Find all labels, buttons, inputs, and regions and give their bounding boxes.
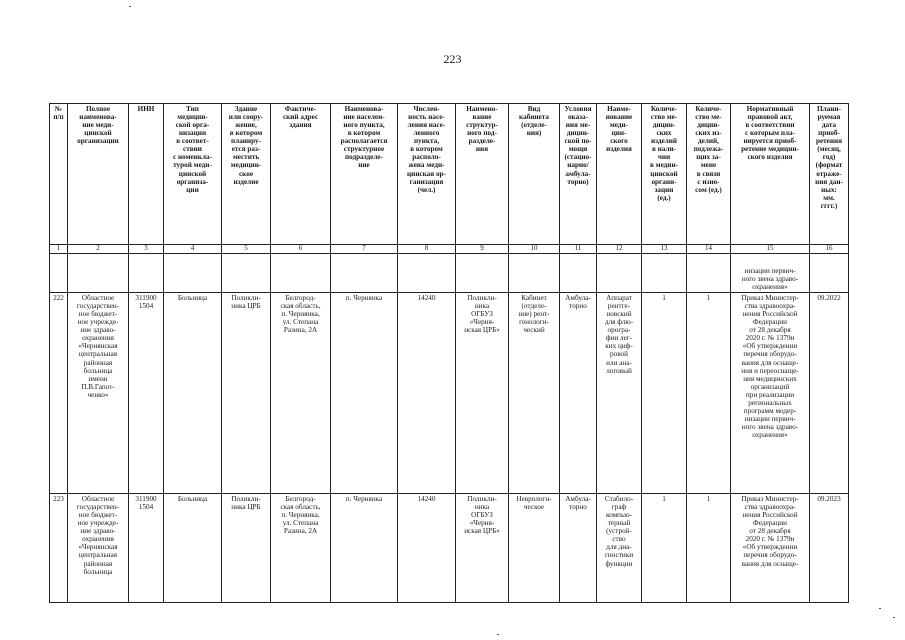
table-cell: 1 <box>687 494 731 603</box>
scan-speck <box>129 6 131 7</box>
column-number: 5 <box>222 245 271 254</box>
table-cell: 09.2023 <box>810 494 849 603</box>
column-number: 11 <box>560 245 597 254</box>
table-cell <box>50 254 68 293</box>
table-cell: Приказ Министер- ства здравоохра- нения Российской Федерации от 28 декабря 2020 г. № 1379н «Об утверждении перечня оборудо- вания для оснаще- <box>731 494 810 603</box>
column-number: 10 <box>509 245 560 254</box>
column-number: 16 <box>810 245 849 254</box>
table-cell <box>271 254 331 293</box>
table-row <box>50 293 849 494</box>
table-cell <box>222 254 271 293</box>
equipment-table <box>49 103 849 603</box>
table-cell: 223 <box>50 494 68 603</box>
table-cell <box>597 254 642 293</box>
table-cell: Стабило- граф компью- терный (устрой- ство для диа- гностики функции <box>597 494 642 603</box>
column-number: 1 <box>50 245 68 254</box>
continuation-row <box>50 254 849 293</box>
table-cell: 311900 1504 <box>129 494 164 603</box>
scan-speck <box>879 608 881 609</box>
table-cell <box>642 254 687 293</box>
col-header: Условия оказа- ния ме- дицин- ской по- мощи (стацио- нарно/ амбула- торно) <box>560 104 597 245</box>
scan-speck <box>497 634 499 635</box>
table-cell: Больница <box>164 293 222 494</box>
table-cell: Поликли- ника ОГБУЗ «Черня- нская ЦРБ» <box>456 293 509 494</box>
col-header: Нормативный правовой акт, в соответствии с которым пла- нируется приоб- ретение медицин- ского изделия <box>731 104 810 245</box>
col-header: Наиме- нование меди- цин- ского изделия <box>597 104 642 245</box>
table-cell <box>164 254 222 293</box>
table-cell: Амбула- торно <box>560 494 597 603</box>
column-number: 4 <box>164 245 222 254</box>
scan-speck <box>893 617 895 618</box>
col-header: Плани- руемая дата приоб- ретения (месяц, год) (формат отраже- ния дан- ных: мм. гггг.) <box>810 104 849 245</box>
table-cell: п. Чернянка <box>331 494 398 603</box>
column-number: 14 <box>687 245 731 254</box>
table-cell <box>509 254 560 293</box>
column-number: 9 <box>456 245 509 254</box>
col-header: Фактиче- ский адрес здания <box>271 104 331 245</box>
column-number: 8 <box>398 245 456 254</box>
col-header: ИНН <box>129 104 164 245</box>
table-row <box>50 494 849 603</box>
col-header: Тип медицин- ской орга- низации в соответ- ствии с номенкла- турой меди- цинской организа- ции <box>164 104 222 245</box>
table-cell <box>331 254 398 293</box>
table-cell: 222 <box>50 293 68 494</box>
col-header: Вид кабинета (отделе- ния) <box>509 104 560 245</box>
table-cell: 14240 <box>398 494 456 603</box>
table-cell: Больница <box>164 494 222 603</box>
header-row <box>50 104 849 245</box>
table-cell <box>810 254 849 293</box>
table-cell: Приказ Министер- ства здравоохра- нения Российской Федерации от 28 декабря 2020 г. № 1379н «Об утверждении перечня оборудо- вания для оснаще- ния и переоснаще- ния медицинских организаций при реализации региональных программ модер- низации первич- ного звена здраво- охранения» <box>731 293 810 494</box>
col-header: Наимено- вание структур- ного под- разделе- ния <box>456 104 509 245</box>
table-cell: Областное государствен- ное бюджет- ное учрежде- ние здраво- охранения «Чернянская центральная районная больница <box>68 494 129 603</box>
col-header: № п/п <box>50 104 68 245</box>
table-cell <box>687 254 731 293</box>
table-cell: Кабинет (отделе- ние) рент- генологи- ческий <box>509 293 560 494</box>
page-number: 223 <box>443 52 462 66</box>
table-cell: Поликли- ника ОГБУЗ «Черня- нская ЦРБ» <box>456 494 509 603</box>
table-cell <box>560 254 597 293</box>
table-cell: Поликли- ника ЦРБ <box>222 293 271 494</box>
table-cell: Амбула- торно <box>560 293 597 494</box>
table-cell: низации первич- ного звена здраво- охранения» <box>731 254 810 293</box>
table-cell: Неврологи- ческое <box>509 494 560 603</box>
table-cell: п. Чернянка <box>331 293 398 494</box>
table-cell: 1 <box>642 494 687 603</box>
column-number: 13 <box>642 245 687 254</box>
column-number: 7 <box>331 245 398 254</box>
table-cell: Аппарат рентге- новский для флю- орогра- фии лег- ких циф- ровой или ана- логовый <box>597 293 642 494</box>
table-cell <box>398 254 456 293</box>
table-cell <box>456 254 509 293</box>
column-number: 12 <box>597 245 642 254</box>
table-cell: Белгород- ская область, п. Чернянка, ул. Степана Разина, 2А <box>271 293 331 494</box>
table-cell: Белгород- ская область, п. Чернянка, ул. Степана Разина, 2А <box>271 494 331 603</box>
col-header: Здание или соору- жение, в котором планиру- ется раз- местить медицин- ское изделие <box>222 104 271 245</box>
col-header: Количе- ство ме- дицин- ских из- делий, подлежа- щих за- мене в связи с изно- сом (ед.) <box>687 104 731 245</box>
table-cell: Областное государствен- ное бюджет- ное учрежде- ние здраво- охранения «Чернянская центральная районная больница имени П.В.Гапот- ченко» <box>68 293 129 494</box>
table-cell: 311900 1504 <box>129 293 164 494</box>
table-cell: 09.2022 <box>810 293 849 494</box>
col-header: Полное наименова- ние меди- цинской организации <box>68 104 129 245</box>
column-number: 2 <box>68 245 129 254</box>
column-number-row <box>50 245 849 254</box>
table-cell <box>129 254 164 293</box>
col-header: Числен- ность насе- ления насе- ленного пункта, в котором располо- жена меди- цинская ор- ганизация (чел.) <box>398 104 456 245</box>
table-cell: 14240 <box>398 293 456 494</box>
table-cell <box>68 254 129 293</box>
col-header: Количе- ство ме- дицин- ских изделий в нали- чии в медин- цинской органи- зации (ед.) <box>642 104 687 245</box>
table-cell: 1 <box>642 293 687 494</box>
table-cell: Поликли- ника ЦРБ <box>222 494 271 603</box>
column-number: 3 <box>129 245 164 254</box>
column-number: 6 <box>271 245 331 254</box>
table-cell: 1 <box>687 293 731 494</box>
col-header: Наименова- ние населен- ного пункта, в котором располагается структурное подразделе- ние <box>331 104 398 245</box>
column-number: 15 <box>731 245 810 254</box>
